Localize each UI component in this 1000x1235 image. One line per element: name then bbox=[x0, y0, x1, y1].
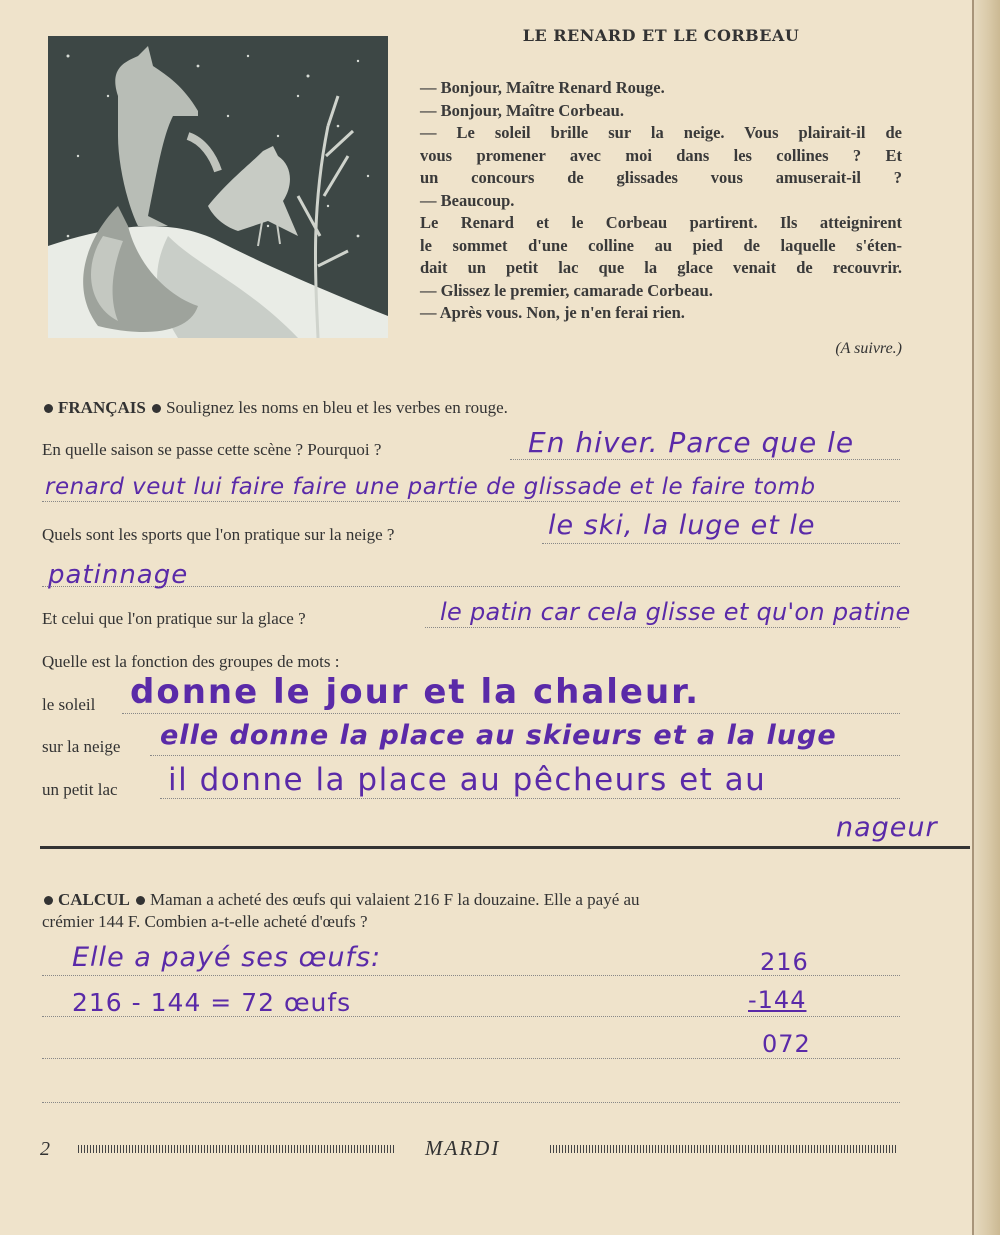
answer-lac-cont: nageur bbox=[836, 812, 938, 843]
calcul-problem-cont: crémier 144 F. Combien a-t-elle acheté d'œufs ? bbox=[42, 912, 368, 931]
answer-neige: elle donne la place au skieurs et a la luge bbox=[160, 720, 837, 751]
group-label-lac: un petit lac bbox=[42, 780, 118, 799]
question-function: Quelle est la fonction des groupes de mots : bbox=[42, 652, 340, 671]
operation-result: 072 bbox=[762, 1030, 811, 1058]
bullet-icon bbox=[44, 896, 53, 905]
answer-line bbox=[160, 798, 900, 799]
answer-line bbox=[542, 543, 900, 544]
group-label-neige: sur la neige bbox=[42, 737, 121, 756]
calcul-label: CALCUL bbox=[58, 890, 130, 909]
answer-snow-sports-cont: patinnage bbox=[48, 560, 189, 590]
answer-line bbox=[425, 627, 900, 628]
operation-subtract: -144 bbox=[748, 986, 807, 1014]
answer-snow-sports: le ski, la luge et le bbox=[548, 510, 816, 541]
francais-instruction: Soulignez les noms en bleu et les verbes en rouge. bbox=[166, 398, 508, 417]
answer-lac: il donne la place au pêcheurs et au bbox=[168, 762, 767, 798]
answer-soleil: donne le jour et la chaleur. bbox=[130, 672, 701, 712]
story-line: — Beaucoup. bbox=[420, 190, 515, 210]
calcul-problem: Maman a acheté des œufs qui valaient 216 F la douzaine. Elle a payé au bbox=[150, 890, 640, 909]
answer-line bbox=[122, 713, 900, 714]
bullet-icon bbox=[44, 404, 53, 413]
page-number: 2 bbox=[40, 1138, 50, 1160]
footer-rule-left bbox=[78, 1145, 396, 1153]
answer-line bbox=[42, 501, 900, 502]
story-line: Le Renard et le Corbeau partirent. Ils atteignirent bbox=[420, 213, 902, 232]
answer-line bbox=[42, 1058, 900, 1059]
calcul-answer-line1: Elle a payé ses œufs: bbox=[72, 942, 382, 973]
footer-rule-right bbox=[550, 1145, 898, 1153]
story-line: — Bonjour, Maître Renard Rouge. bbox=[420, 78, 665, 97]
story-line: vous promener avec moi dans les collines ? Et bbox=[420, 145, 902, 165]
answer-season: En hiver. Parce que le bbox=[528, 426, 855, 459]
francais-label: FRANÇAIS bbox=[58, 398, 146, 417]
story-line: un concours de glissades vous amuserait-il ? bbox=[420, 168, 902, 187]
group-label-soleil: le soleil bbox=[42, 695, 96, 714]
francais-heading bbox=[42, 398, 508, 418]
question-ice-sport: Et celui que l'on pratique sur la glace ? bbox=[42, 609, 306, 628]
bullet-icon bbox=[136, 896, 145, 905]
section-divider bbox=[40, 846, 970, 849]
a-suivre: (A suivre.) bbox=[835, 340, 902, 357]
answer-season-cont: renard veut lui faire faire une partie de glissade et le faire tomb bbox=[45, 474, 816, 500]
story-line: — Après vous. Non, je n'en ferai rien. bbox=[420, 303, 685, 322]
answer-ice-sport: le patin car cela glisse et qu'on patine bbox=[440, 598, 911, 626]
page-edge bbox=[972, 0, 1000, 1235]
operation-top: 216 bbox=[760, 948, 809, 976]
answer-line bbox=[42, 1102, 900, 1103]
question-season: En quelle saison se passe cette scène ? Pourquoi ? bbox=[42, 440, 382, 459]
calcul-heading bbox=[42, 890, 640, 910]
answer-line bbox=[150, 755, 900, 756]
story-line: — Le soleil brille sur la neige. Vous plairait-il de bbox=[420, 123, 902, 142]
story-line: — Glissez le premier, camarade Corbeau. bbox=[420, 280, 713, 300]
calcul-answer-line2: 216 - 144 = 72 œufs bbox=[72, 988, 352, 1017]
question-snow-sports: Quels sont les sports que l'on pratique sur la neige ? bbox=[42, 525, 395, 544]
story-line: le sommet d'une colline au pied de laquelle s'éten- bbox=[420, 235, 902, 255]
footer-day: MARDI bbox=[425, 1136, 501, 1160]
story bbox=[420, 26, 902, 357]
story-line: — Bonjour, Maître Corbeau. bbox=[420, 100, 624, 120]
answer-line bbox=[510, 459, 900, 460]
bullet-icon bbox=[152, 404, 161, 413]
story-line: dait un petit lac que la glace venait de recouvrir. bbox=[420, 258, 902, 277]
story-title: LE RENARD ET LE CORBEAU bbox=[522, 26, 800, 45]
fox-and-crow-illustration bbox=[48, 36, 388, 338]
